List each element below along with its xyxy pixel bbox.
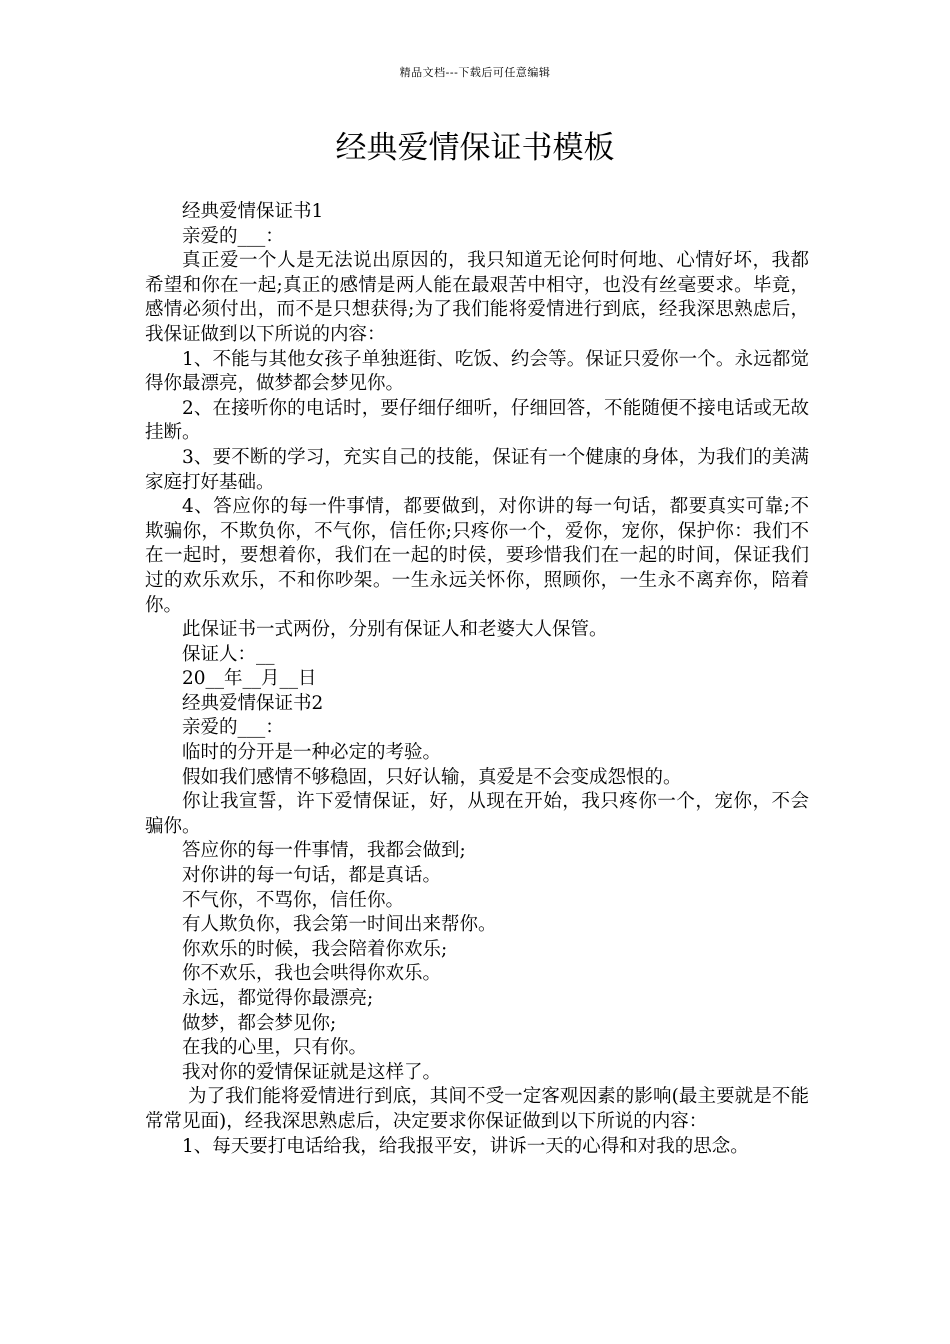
paragraph: 真正爱一个人是无法说出原因的，我只知道无论何时何地、心情好坏，我都希望和你在一起;真正的感情是两人能在最艰苦中相守，也没有丝毫要求。毕竟，感情必须付出，而不是只想获得;为了我们能将爱情进行到底，经我深思熟虑后，我保证做到以下所说的内容： bbox=[145, 250, 809, 345]
paragraph: 此保证书一式两份，分别有保证人和老婆大人保管。 bbox=[182, 619, 608, 641]
paragraph: 你不欢乐，我也会哄得你欢乐。 bbox=[182, 963, 442, 985]
date-line: 20__年__月__日 bbox=[182, 668, 317, 690]
section-heading-2: 经典爱情保证书2 bbox=[182, 692, 324, 714]
list-item: 2、在接听你的电话时，要仔细仔细听，仔细回答，不能随便不接电话或无故挂断。 bbox=[145, 397, 809, 444]
salutation: 亲爱的___： bbox=[182, 225, 284, 247]
paragraph: 为了我们能将爱情进行到底，其间不受一定客观因素的影响(最主要就是不能常常见面)，经我深思熟虑后，决定要求你保证做到以下所说的内容： bbox=[145, 1086, 809, 1132]
header-note: 精品文档---下载后可任意编辑 bbox=[399, 66, 551, 79]
paragraph: 你欢乐的时候，我会陪着你欢乐; bbox=[182, 938, 448, 960]
paragraph: 有人欺负你，我会第一时间出来帮你。 bbox=[182, 914, 497, 936]
list-item: 1、不能与其他女孩子单独逛街、吃饭、约会等。保证只爱你一个。永远都觉得你最漂亮，做梦都会梦见你。 bbox=[145, 348, 809, 395]
paragraph: 做梦，都会梦见你; bbox=[182, 1012, 337, 1034]
paragraph: 假如我们感情不够稳固，只好认输，真爱是不会变成怨恨的。 bbox=[182, 766, 682, 788]
salutation: 亲爱的___： bbox=[182, 717, 284, 739]
paragraph: 对你讲的每一句话，都是真话。 bbox=[182, 865, 442, 887]
paragraph: 你让我宣誓，许下爱情保证，好，从现在开始，我只疼你一个，宠你，不会骗你。 bbox=[145, 791, 809, 837]
paragraph: 不气你，不骂你，信任你。 bbox=[182, 889, 405, 911]
paragraph: 在我的心里，只有你。 bbox=[182, 1037, 368, 1059]
list-item: 4、答应你的每一件事情，都要做到，对你讲的每一句话，都要真实可靠;不欺骗你，不欺负你，不气你，信任你;只疼你一个，爱你，宠你，保护你：我们不在一起时，要想着你，我们在一起的时侯，要珍惜我们在一起的时间，保证我们过的欢乐欢乐，不和你吵架。一生永远关怀你，照顾你，一生永不离弃你，陪着你。 bbox=[145, 496, 809, 616]
document-body bbox=[145, 200, 809, 1159]
paragraph: 答应你的每一件事情，我都会做到; bbox=[182, 840, 466, 862]
section-heading-1: 经典爱情保证书1 bbox=[182, 201, 324, 222]
paragraph: 永远，都觉得你最漂亮; bbox=[182, 988, 374, 1009]
document-title: 经典爱情保证书模板 bbox=[335, 130, 615, 166]
list-item: 3、要不断的学习，充实自己的技能，保证有一个健康的身体，为我们的美满家庭打好基础。 bbox=[145, 446, 809, 493]
paragraph: 我对你的爱情保证就是这样了。 bbox=[182, 1061, 442, 1083]
paragraph: 临时的分开是一种必定的考验。 bbox=[182, 742, 442, 764]
list-item: 1、每天要打电话给我，给我报平安，讲诉一天的心得和对我的思念。 bbox=[182, 1135, 749, 1157]
signature-line: 保证人：__ bbox=[182, 643, 275, 665]
